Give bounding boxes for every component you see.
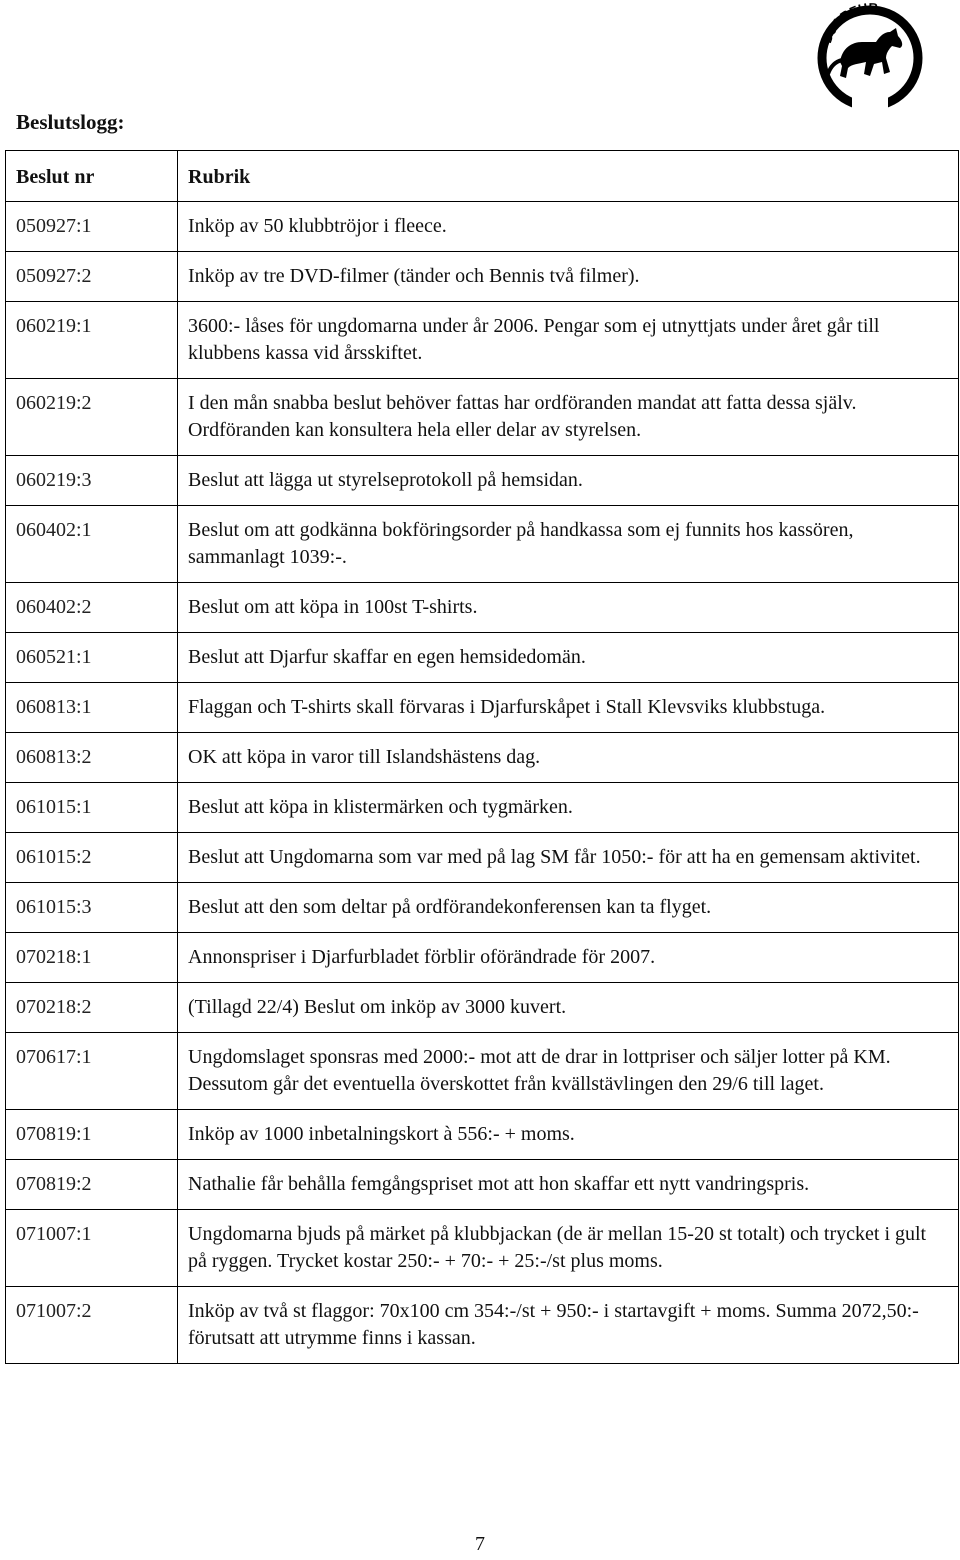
decision-log-table <box>5 150 959 1364</box>
decision-number-cell: 060219:1 <box>6 302 178 379</box>
decision-heading-cell: Beslut att den som deltar på ordförandekonferensen kan ta flyget. <box>178 883 959 933</box>
decision-heading-cell: Inköp av 50 klubbtröjor i fleece. <box>178 202 959 252</box>
decision-number-cell: 061015:1 <box>6 783 178 833</box>
decision-number-cell: 060402:2 <box>6 583 178 633</box>
decision-number-cell: 061015:3 <box>6 883 178 933</box>
decision-number-cell: 060402:1 <box>6 506 178 583</box>
column-header-heading: Rubrik <box>178 151 959 202</box>
page-title: Beslutslogg: <box>16 110 125 134</box>
decision-number-cell: 060521:1 <box>6 633 178 683</box>
decision-heading-cell: Beslut att köpa in klistermärken och tygmärken. <box>178 783 959 833</box>
decision-number-cell: 070819:1 <box>6 1110 178 1160</box>
decision-number-cell: 050927:2 <box>6 252 178 302</box>
decision-number-cell: 070218:2 <box>6 983 178 1033</box>
table-row <box>6 1287 959 1364</box>
column-header-decision-number: Beslut nr <box>6 151 178 202</box>
decision-heading-cell: Nathalie får behålla femgångspriset mot att hon skaffar ett nytt vandringspris. <box>178 1160 959 1210</box>
decision-heading-cell: 3600:- låses för ungdomarna under år 2006. Pengar som ej utnyttjats under året går till klubbens kassa vid årsskiftet. <box>178 302 959 379</box>
table-row <box>6 302 959 379</box>
decision-number-cell: 050927:1 <box>6 202 178 252</box>
decision-heading-cell: Ungdomarna bjuds på märket på klubbjackan (de är mellan 15-20 st totalt) och trycket i gult på ryggen. Trycket kostar 250:- + 70:- + 25:-/st plus moms. <box>178 1210 959 1287</box>
table-row <box>6 506 959 583</box>
decision-heading-cell: I den mån snabba beslut behöver fattas har ordföranden mandat att fatta dessa själv. Ordföranden kan konsultera hela eller delar av styrelsen. <box>178 379 959 456</box>
page-number: 7 <box>475 1533 485 1555</box>
decision-heading-cell: Annonspriser i Djarfurbladet förblir oförändrade för 2007. <box>178 933 959 983</box>
table-row <box>6 1110 959 1160</box>
table-row <box>6 1160 959 1210</box>
decision-heading-cell: OK att köpa in varor till Islandshästens dag. <box>178 733 959 783</box>
table-row <box>6 883 959 933</box>
logo-text: DJARFUR <box>819 2 879 45</box>
decision-heading-cell: Inköp av 1000 inbetalningskort à 556:- + moms. <box>178 1110 959 1160</box>
decision-number-cell: 060813:1 <box>6 683 178 733</box>
table-row <box>6 379 959 456</box>
svg-text:DJARFUR <box>819 2 879 45</box>
table-row <box>6 733 959 783</box>
table-row <box>6 833 959 883</box>
table-row <box>6 456 959 506</box>
horse-emblem-icon <box>812 2 928 108</box>
table-row <box>6 983 959 1033</box>
decision-heading-cell: Beslut att Djarfur skaffar en egen hemsidedomän. <box>178 633 959 683</box>
table-row <box>6 583 959 633</box>
decision-number-cell: 060813:2 <box>6 733 178 783</box>
decision-number-cell: 060219:2 <box>6 379 178 456</box>
table-row <box>6 783 959 833</box>
table-row <box>6 1033 959 1110</box>
table-row <box>6 933 959 983</box>
decision-number-cell: 061015:2 <box>6 833 178 883</box>
table-row <box>6 1210 959 1287</box>
decision-number-cell: 071007:2 <box>6 1287 178 1364</box>
decision-number-cell: 070819:2 <box>6 1160 178 1210</box>
decision-number-cell: 070617:1 <box>6 1033 178 1110</box>
decision-heading-cell: Beslut att lägga ut styrelseprotokoll på hemsidan. <box>178 456 959 506</box>
table-body <box>6 202 959 1364</box>
decision-heading-cell: Beslut om att godkänna bokföringsorder på handkassa som ej funnits hos kassören, sammanlagt 1039:-. <box>178 506 959 583</box>
djarfur-logo <box>812 2 928 108</box>
decision-heading-cell: (Tillagd 22/4) Beslut om inköp av 3000 kuvert. <box>178 983 959 1033</box>
table-row <box>6 683 959 733</box>
decision-heading-cell: Inköp av tre DVD-filmer (tänder och Bennis två filmer). <box>178 252 959 302</box>
table-row <box>6 633 959 683</box>
decision-heading-cell: Ungdomslaget sponsras med 2000:- mot att de drar in lottpriser och säljer lotter på KM. Dessutom går det eventuella överskottet från kvällstävlingen den 29/6 till laget. <box>178 1033 959 1110</box>
decision-heading-cell: Beslut om att köpa in 100st T-shirts. <box>178 583 959 633</box>
decision-heading-cell: Flaggan och T-shirts skall förvaras i Djarfurskåpet i Stall Klevsviks klubbstuga. <box>178 683 959 733</box>
decision-number-cell: 071007:1 <box>6 1210 178 1287</box>
table-header-row <box>6 151 959 202</box>
table-row <box>6 202 959 252</box>
decision-number-cell: 070218:1 <box>6 933 178 983</box>
decision-heading-cell: Beslut att Ungdomarna som var med på lag SM får 1050:- för att ha en gemensam aktivitet. <box>178 833 959 883</box>
table-row <box>6 252 959 302</box>
decision-number-cell: 060219:3 <box>6 456 178 506</box>
decision-heading-cell: Inköp av två st flaggor: 70x100 cm 354:-/st + 950:- i startavgift + moms. Summa 2072,50:- förutsatt att utrymme finns i kassan. <box>178 1287 959 1364</box>
